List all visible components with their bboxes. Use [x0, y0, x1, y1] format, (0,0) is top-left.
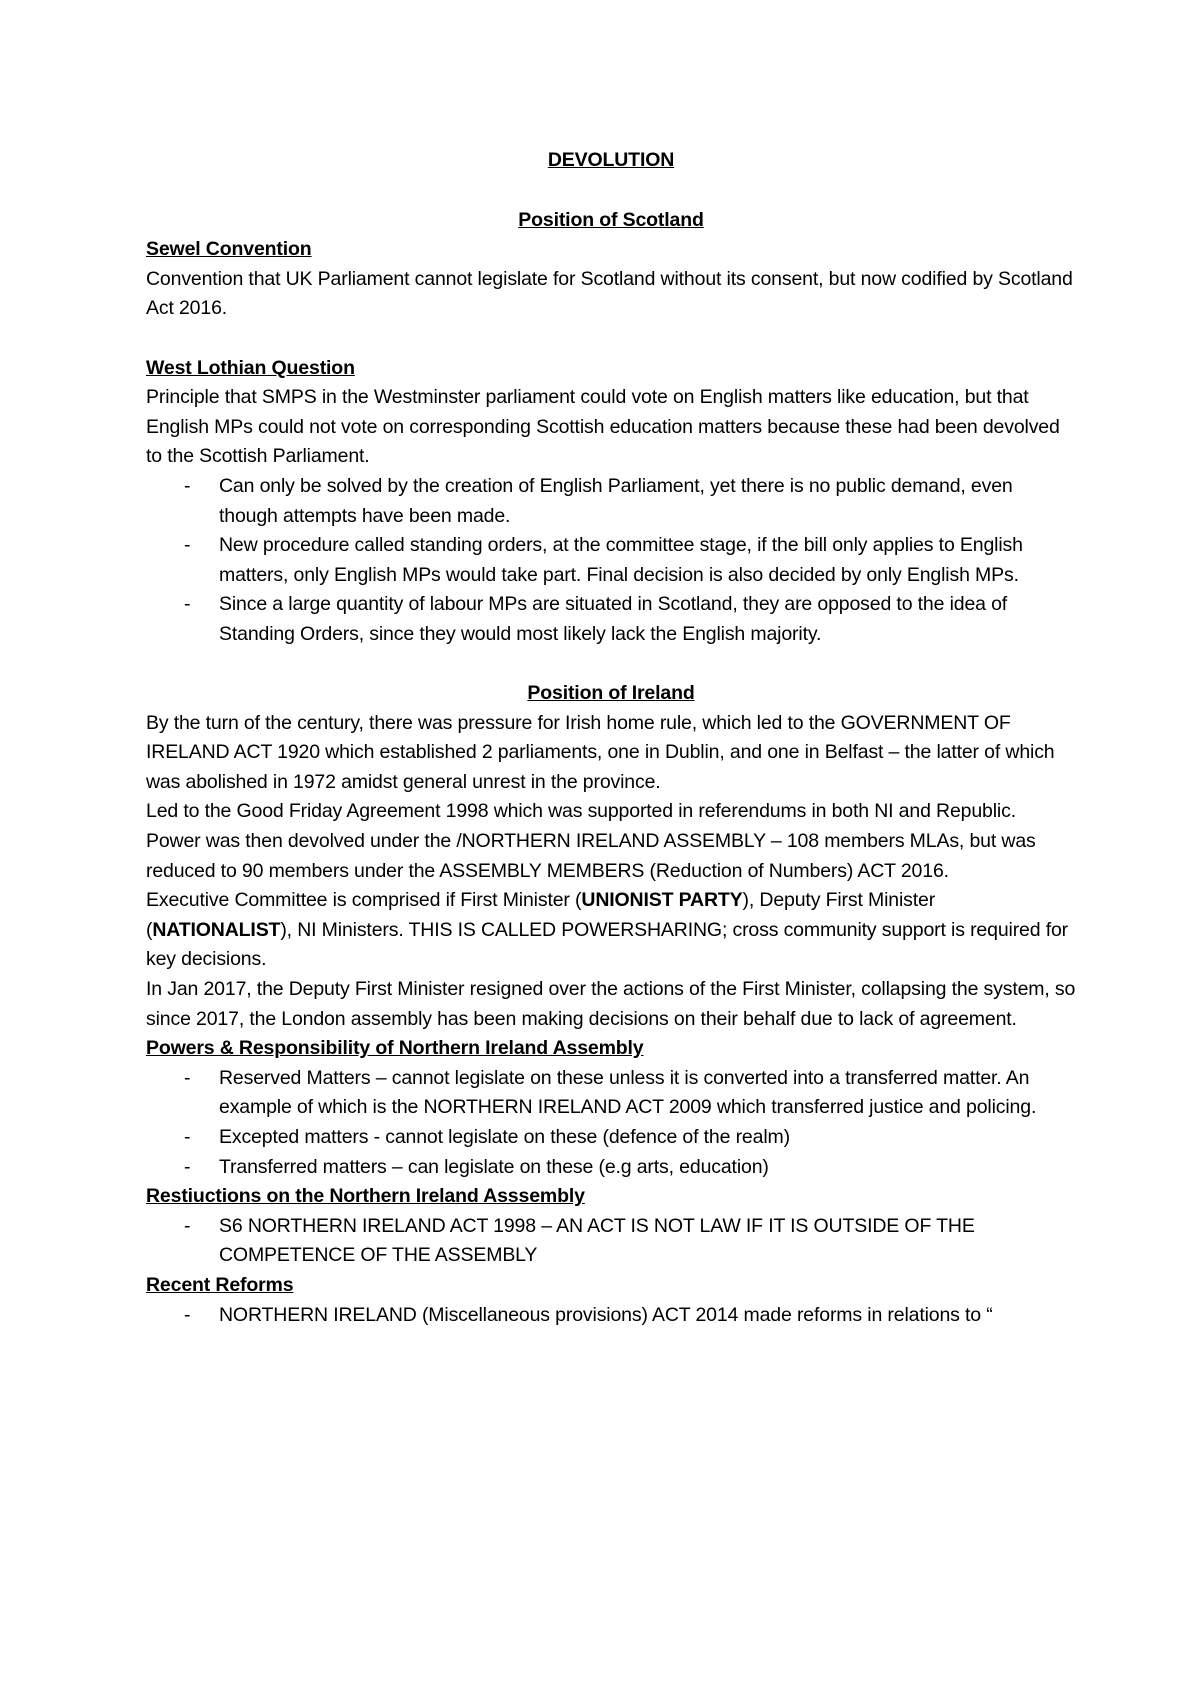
bold-nationalist: NATIONALIST [152, 918, 281, 941]
list-item: - Reserved Matters – cannot legislate on these unless it is converted into a transferred matter. An example of which is the NORTHERN IRELAND ACT 2009 which transferred justice and policing. [146, 1064, 1076, 1123]
paragraph-executive-committee [146, 886, 1076, 975]
subheading-sewel-convention: Sewel Convention [146, 238, 312, 261]
section-heading-scotland: Position of Scotland [518, 208, 704, 231]
list-item: - Can only be solved by the creation of English Parliament, yet there is no public demand, even though attempts have been made. [146, 472, 1076, 531]
document-page [146, 146, 1076, 1330]
list-item: - NORTHERN IRELAND (Miscellaneous provisions) ACT 2014 made reforms in relations to “ [146, 1301, 1076, 1331]
paragraph-ireland-home-rule: By the turn of the century, there was pressure for Irish home rule, which led to the GOVERNMENT OF IRELAND ACT 1920 which established 2 parliaments, one in Dublin, and one in Belfast – the latter of which was abolished in 1972 amidst general unrest in the province. [146, 711, 1055, 793]
powers-list [146, 1064, 1076, 1182]
reforms-list [146, 1301, 1076, 1331]
west-lothian-list [146, 472, 1076, 650]
spacer [146, 324, 1076, 354]
paragraph-west-lothian: Principle that SMPS in the Westminster parliament could vote on English matters like education, but that English MPs could not vote on corresponding Scottish education matters because these had been devolved to the Scottish Parliament. [146, 386, 1060, 468]
document-title: DEVOLUTION [547, 149, 675, 171]
list-item: - New procedure called standing orders, at the committee stage, if the bill only applies to English matters, only English MPs would take part. Final decision is also decided by only English MPs. [146, 531, 1076, 590]
list-item: - Excepted matters - cannot legislate on these (defence of the realm) [146, 1123, 1076, 1153]
list-item: - Transferred matters – can legislate on these (e.g arts, education) [146, 1153, 1076, 1183]
text-run: ), Deputy First Minister ( [146, 889, 936, 941]
text-run: Executive Committee is comprised if First Minister ( [146, 889, 582, 912]
subheading-west-lothian: West Lothian Question [146, 356, 355, 379]
paragraph-2017-collapse: In Jan 2017, the Deputy First Minister resigned over the actions of the First Minister, collapsing the system, so since 2017, the London assembly has been making decisions on their behalf due to lack of agreement. [146, 978, 1076, 1030]
subheading-powers: Powers & Responsibility of Northern Ireland Assembly [146, 1037, 644, 1060]
restrictions-list [146, 1212, 1076, 1271]
paragraph-sewel-convention: Convention that UK Parliament cannot legislate for Scotland without its consent, but now codified by Scotland Act 2016. [146, 267, 1073, 320]
text-run: ), NI Ministers. THIS IS CALLED POWERSHARING; cross community support is required for key decisions. [146, 918, 1069, 971]
bold-unionist-party: UNIONIST PARTY [581, 889, 743, 912]
list-item: - Since a large quantity of labour MPs are situated in Scotland, they are opposed to the idea of Standing Orders, since they would most likely lack the English majority. [146, 590, 1076, 649]
paragraph-assembly-devolution: Power was then devolved under the /NORTHERN IRELAND ASSEMBLY – 108 members MLAs, but was reduced to 90 members under the ASSEMBLY MEMBERS (Reduction of Numbers) ACT 2016. [146, 830, 1036, 882]
subheading-recent-reforms: Recent Reforms [146, 1273, 294, 1296]
list-item: - S6 NORTHERN IRELAND ACT 1998 – AN ACT IS NOT LAW IF IT IS OUTSIDE OF THE COMPETENCE OF THE ASSEMBLY [146, 1212, 1076, 1271]
section-heading-ireland: Position of Ireland [527, 682, 695, 705]
paragraph-good-friday: Led to the Good Friday Agreement 1998 which was supported in referendums in both NI and Republic. [146, 800, 1016, 823]
spacer [146, 650, 1076, 680]
subheading-restrictions: Restiuctions on the Northern Ireland Asssembly [146, 1185, 585, 1208]
